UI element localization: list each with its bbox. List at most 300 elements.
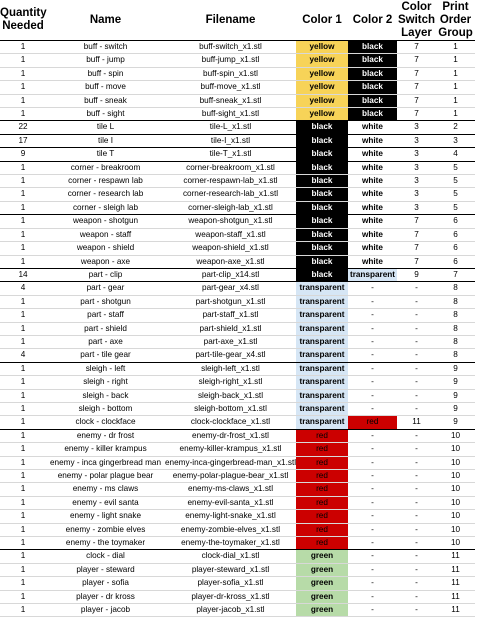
quantity-cell: 1 bbox=[0, 577, 46, 590]
color-2-cell: - bbox=[348, 349, 397, 362]
color-switch-layer-cell: 7 bbox=[397, 67, 436, 80]
name-cell: tile I bbox=[46, 134, 165, 147]
name-cell: corner - sleigh lab bbox=[46, 201, 165, 214]
color-2-cell: - bbox=[348, 389, 397, 402]
filename-cell: buff-move_x1.stl bbox=[165, 81, 296, 94]
filename-cell: tile-I_x1.stl bbox=[165, 134, 296, 147]
filename-cell: part-clip_x14.stl bbox=[165, 268, 296, 281]
color-switch-layer-cell: - bbox=[397, 322, 436, 335]
filename-cell: part-shield_x1.stl bbox=[165, 322, 296, 335]
color-2-cell: - bbox=[348, 470, 397, 483]
print-order-group-cell: 10 bbox=[436, 456, 475, 469]
print-order-group-cell: 10 bbox=[436, 496, 475, 509]
table-row bbox=[0, 295, 475, 308]
filename-cell: player-jacob_x1.stl bbox=[165, 604, 296, 617]
name-cell: sleigh - right bbox=[46, 376, 165, 389]
name-cell: corner - breakroom bbox=[46, 161, 165, 174]
color-1-cell: yellow bbox=[296, 108, 348, 121]
color-switch-layer-cell: - bbox=[397, 456, 436, 469]
table-body bbox=[0, 41, 475, 617]
color-2-cell: - bbox=[348, 335, 397, 348]
color-2-cell: - bbox=[348, 295, 397, 308]
name-cell: player - steward bbox=[46, 563, 165, 576]
header-filename: Filename bbox=[165, 0, 296, 41]
name-cell: corner - research lab bbox=[46, 188, 165, 201]
filename-cell: part-gear_x4.stl bbox=[165, 282, 296, 295]
color-1-cell: red bbox=[296, 537, 348, 550]
color-2-cell: - bbox=[348, 550, 397, 563]
header-color-2: Color 2 bbox=[348, 0, 397, 41]
quantity-cell: 1 bbox=[0, 416, 46, 429]
table-row bbox=[0, 376, 475, 389]
color-1-cell: red bbox=[296, 483, 348, 496]
table-row bbox=[0, 523, 475, 536]
color-switch-layer-cell: 7 bbox=[397, 242, 436, 255]
color-switch-layer-cell: - bbox=[397, 470, 436, 483]
name-cell: part - axe bbox=[46, 335, 165, 348]
print-order-group-cell: 10 bbox=[436, 429, 475, 442]
print-order-group-cell: 11 bbox=[436, 604, 475, 617]
color-1-cell: red bbox=[296, 496, 348, 509]
table-row bbox=[0, 215, 475, 228]
quantity-cell: 1 bbox=[0, 483, 46, 496]
name-cell: enemy - evil santa bbox=[46, 496, 165, 509]
color-switch-layer-cell: 7 bbox=[397, 54, 436, 67]
color-switch-layer-cell: - bbox=[397, 537, 436, 550]
color-1-cell: black bbox=[296, 148, 348, 161]
color-switch-layer-cell: 7 bbox=[397, 255, 436, 268]
name-cell: sleigh - back bbox=[46, 389, 165, 402]
table-row bbox=[0, 402, 475, 415]
color-switch-layer-cell: - bbox=[397, 604, 436, 617]
color-2-cell: white bbox=[348, 148, 397, 161]
color-1-cell: transparent bbox=[296, 282, 348, 295]
name-cell: weapon - axe bbox=[46, 255, 165, 268]
name-cell: buff - switch bbox=[46, 41, 165, 54]
color-2-cell: white bbox=[348, 188, 397, 201]
color-switch-layer-cell: - bbox=[397, 429, 436, 442]
header-color-switch-layer: Color Switch Layer bbox=[397, 0, 436, 39]
header-print-order-group: Print Order Group bbox=[436, 0, 475, 41]
color-2-cell: - bbox=[348, 456, 397, 469]
color-switch-layer-cell: - bbox=[397, 282, 436, 295]
color-2-cell: white bbox=[348, 242, 397, 255]
table-row bbox=[0, 483, 475, 496]
quantity-cell: 1 bbox=[0, 470, 46, 483]
color-switch-layer-cell: - bbox=[397, 523, 436, 536]
color-1-cell: black bbox=[296, 201, 348, 214]
print-order-group-cell: 4 bbox=[436, 148, 475, 161]
table-row bbox=[0, 161, 475, 174]
header-quantity-needed: Quantity Needed bbox=[0, 0, 46, 41]
color-switch-layer-cell: 3 bbox=[397, 175, 436, 188]
name-cell: buff - spin bbox=[46, 67, 165, 80]
quantity-cell: 17 bbox=[0, 134, 46, 147]
color-switch-layer-cell: 3 bbox=[397, 121, 436, 134]
filename-cell: clock-clockface_x1.stl bbox=[165, 416, 296, 429]
quantity-cell: 1 bbox=[0, 456, 46, 469]
color-switch-layer-cell: 3 bbox=[397, 188, 436, 201]
header-color-1: Color 1 bbox=[296, 0, 348, 41]
color-switch-layer-cell: - bbox=[397, 577, 436, 590]
filename-cell: corner-sleigh-lab_x1.stl bbox=[165, 201, 296, 214]
color-switch-layer-cell: - bbox=[397, 443, 436, 456]
filename-cell: enemy-inca-gingerbread-man_x1.stl bbox=[165, 456, 296, 469]
table-row bbox=[0, 577, 475, 590]
print-order-group-cell: 11 bbox=[436, 563, 475, 576]
color-2-cell: white bbox=[348, 215, 397, 228]
filename-cell: part-tile-gear_x4.stl bbox=[165, 349, 296, 362]
quantity-cell: 1 bbox=[0, 161, 46, 174]
print-order-group-cell: 8 bbox=[436, 322, 475, 335]
table-row bbox=[0, 268, 475, 281]
color-switch-layer-cell: - bbox=[397, 309, 436, 322]
color-1-cell: green bbox=[296, 550, 348, 563]
filename-cell: player-steward_x1.stl bbox=[165, 563, 296, 576]
print-order-group-cell: 9 bbox=[436, 389, 475, 402]
color-2-cell: red bbox=[348, 416, 397, 429]
filename-cell: enemy-zombie-elves_x1.stl bbox=[165, 523, 296, 536]
quantity-cell: 1 bbox=[0, 322, 46, 335]
print-order-group-cell: 11 bbox=[436, 550, 475, 563]
color-1-cell: black bbox=[296, 268, 348, 281]
color-2-cell: - bbox=[348, 429, 397, 442]
color-switch-layer-cell: - bbox=[397, 389, 436, 402]
table-row bbox=[0, 175, 475, 188]
table-row bbox=[0, 416, 475, 429]
print-order-group-cell: 7 bbox=[436, 268, 475, 281]
print-order-group-cell: 8 bbox=[436, 282, 475, 295]
print-order-group-cell: 8 bbox=[436, 335, 475, 348]
print-order-group-cell: 6 bbox=[436, 255, 475, 268]
quantity-cell: 1 bbox=[0, 537, 46, 550]
name-cell: tile T bbox=[46, 148, 165, 161]
color-switch-layer-cell: 3 bbox=[397, 201, 436, 214]
print-order-group-cell: 9 bbox=[436, 376, 475, 389]
color-2-cell: - bbox=[348, 496, 397, 509]
color-switch-layer-cell: - bbox=[397, 376, 436, 389]
color-2-cell: - bbox=[348, 563, 397, 576]
filename-cell: enemy-evil-santa_x1.stl bbox=[165, 496, 296, 509]
color-1-cell: transparent bbox=[296, 335, 348, 348]
color-switch-layer-cell: 11 bbox=[397, 416, 436, 429]
print-order-group-cell: 6 bbox=[436, 215, 475, 228]
name-cell: buff - sneak bbox=[46, 94, 165, 107]
table-row bbox=[0, 255, 475, 268]
color-1-cell: transparent bbox=[296, 295, 348, 308]
print-order-group-cell: 5 bbox=[436, 175, 475, 188]
color-switch-layer-cell: - bbox=[397, 349, 436, 362]
color-1-cell: red bbox=[296, 456, 348, 469]
table-row bbox=[0, 81, 475, 94]
table-row bbox=[0, 496, 475, 509]
header-name: Name bbox=[46, 0, 165, 41]
print-order-group-cell: 6 bbox=[436, 242, 475, 255]
filename-cell: corner-breakroom_x1.stl bbox=[165, 161, 296, 174]
filename-cell: buff-jump_x1.stl bbox=[165, 54, 296, 67]
print-order-group-cell: 1 bbox=[436, 94, 475, 107]
color-1-cell: black bbox=[296, 134, 348, 147]
table-row bbox=[0, 563, 475, 576]
print-order-group-cell: 11 bbox=[436, 577, 475, 590]
table-row bbox=[0, 510, 475, 523]
print-order-group-cell: 1 bbox=[436, 108, 475, 121]
quantity-cell: 1 bbox=[0, 563, 46, 576]
color-2-cell: - bbox=[348, 362, 397, 375]
print-order-group-cell: 9 bbox=[436, 416, 475, 429]
print-order-group-cell: 10 bbox=[436, 537, 475, 550]
name-cell: part - shield bbox=[46, 322, 165, 335]
name-cell: buff - move bbox=[46, 81, 165, 94]
color-1-cell: red bbox=[296, 470, 348, 483]
name-cell: enemy - zombie elves bbox=[46, 523, 165, 536]
color-switch-layer-cell: 7 bbox=[397, 94, 436, 107]
filename-cell: weapon-shield_x1.stl bbox=[165, 242, 296, 255]
color-switch-layer-cell: - bbox=[397, 496, 436, 509]
color-2-cell: black bbox=[348, 67, 397, 80]
quantity-cell: 1 bbox=[0, 376, 46, 389]
quantity-cell: 4 bbox=[0, 282, 46, 295]
quantity-cell: 1 bbox=[0, 54, 46, 67]
color-1-cell: black bbox=[296, 161, 348, 174]
filename-cell: player-sofia_x1.stl bbox=[165, 577, 296, 590]
quantity-cell: 1 bbox=[0, 242, 46, 255]
filename-cell: player-dr-kross_x1.stl bbox=[165, 590, 296, 603]
table-row bbox=[0, 94, 475, 107]
color-1-cell: black bbox=[296, 121, 348, 134]
print-order-group-cell: 9 bbox=[436, 362, 475, 375]
print-order-group-cell: 1 bbox=[436, 41, 475, 54]
name-cell: enemy - dr frost bbox=[46, 429, 165, 442]
name-cell: player - jacob bbox=[46, 604, 165, 617]
color-1-cell: transparent bbox=[296, 349, 348, 362]
table-row bbox=[0, 470, 475, 483]
name-cell: sleigh - bottom bbox=[46, 402, 165, 415]
color-switch-layer-cell: - bbox=[397, 590, 436, 603]
quantity-cell: 1 bbox=[0, 41, 46, 54]
color-2-cell: - bbox=[348, 376, 397, 389]
color-2-cell: - bbox=[348, 322, 397, 335]
color-switch-layer-cell: 3 bbox=[397, 148, 436, 161]
quantity-cell: 1 bbox=[0, 215, 46, 228]
color-1-cell: black bbox=[296, 255, 348, 268]
filename-cell: enemy-ms-claws_x1.stl bbox=[165, 483, 296, 496]
print-order-group-cell: 8 bbox=[436, 349, 475, 362]
color-switch-layer-cell: 7 bbox=[397, 228, 436, 241]
name-cell: tile L bbox=[46, 121, 165, 134]
color-1-cell: black bbox=[296, 188, 348, 201]
table-row bbox=[0, 537, 475, 550]
quantity-cell: 1 bbox=[0, 335, 46, 348]
color-2-cell: - bbox=[348, 309, 397, 322]
color-2-cell: black bbox=[348, 54, 397, 67]
color-switch-layer-cell: 3 bbox=[397, 161, 436, 174]
filename-cell: weapon-shotgun_x1.stl bbox=[165, 215, 296, 228]
table-row bbox=[0, 282, 475, 295]
color-2-cell: - bbox=[348, 523, 397, 536]
print-order-group-cell: 9 bbox=[436, 402, 475, 415]
name-cell: enemy - killer krampus bbox=[46, 443, 165, 456]
color-1-cell: yellow bbox=[296, 81, 348, 94]
table-row bbox=[0, 456, 475, 469]
color-2-cell: white bbox=[348, 228, 397, 241]
filename-cell: enemy-polar-plague-bear_x1.stl bbox=[165, 470, 296, 483]
filename-cell: sleigh-bottom_x1.stl bbox=[165, 402, 296, 415]
color-switch-layer-cell: - bbox=[397, 550, 436, 563]
print-order-group-cell: 6 bbox=[436, 228, 475, 241]
quantity-cell: 1 bbox=[0, 496, 46, 509]
name-cell: corner - respawn lab bbox=[46, 175, 165, 188]
color-switch-layer-cell: - bbox=[397, 402, 436, 415]
table-row bbox=[0, 429, 475, 442]
color-2-cell: transparent bbox=[348, 268, 397, 281]
table-row bbox=[0, 335, 475, 348]
filename-cell: tile-T_x1.stl bbox=[165, 148, 296, 161]
table-row bbox=[0, 54, 475, 67]
color-1-cell: red bbox=[296, 429, 348, 442]
color-switch-layer-cell: - bbox=[397, 483, 436, 496]
color-1-cell: yellow bbox=[296, 94, 348, 107]
color-1-cell: black bbox=[296, 215, 348, 228]
color-1-cell: transparent bbox=[296, 322, 348, 335]
table-row bbox=[0, 389, 475, 402]
table-row bbox=[0, 108, 475, 121]
print-order-group-cell: 8 bbox=[436, 309, 475, 322]
color-1-cell: transparent bbox=[296, 309, 348, 322]
color-1-cell: green bbox=[296, 590, 348, 603]
name-cell: clock - clockface bbox=[46, 416, 165, 429]
print-order-group-cell: 10 bbox=[436, 510, 475, 523]
color-2-cell: - bbox=[348, 510, 397, 523]
name-cell: enemy - light snake bbox=[46, 510, 165, 523]
print-order-group-cell: 1 bbox=[436, 81, 475, 94]
color-switch-layer-cell: 3 bbox=[397, 134, 436, 147]
color-2-cell: - bbox=[348, 537, 397, 550]
color-2-cell: black bbox=[348, 108, 397, 121]
table-row bbox=[0, 201, 475, 214]
color-1-cell: black bbox=[296, 242, 348, 255]
print-order-group-cell: 10 bbox=[436, 470, 475, 483]
filename-cell: buff-sight_x1.stl bbox=[165, 108, 296, 121]
table-row bbox=[0, 550, 475, 563]
filename-cell: sleigh-right_x1.stl bbox=[165, 376, 296, 389]
table-row bbox=[0, 41, 475, 54]
quantity-cell: 1 bbox=[0, 443, 46, 456]
name-cell: player - sofia bbox=[46, 577, 165, 590]
color-switch-layer-cell: 7 bbox=[397, 215, 436, 228]
color-2-cell: black bbox=[348, 94, 397, 107]
print-order-group-cell: 8 bbox=[436, 295, 475, 308]
color-1-cell: green bbox=[296, 577, 348, 590]
table-row bbox=[0, 148, 475, 161]
table-row bbox=[0, 590, 475, 603]
print-order-group-cell: 1 bbox=[436, 67, 475, 80]
color-1-cell: red bbox=[296, 510, 348, 523]
table-row bbox=[0, 67, 475, 80]
filename-cell: buff-spin_x1.stl bbox=[165, 67, 296, 80]
quantity-cell: 1 bbox=[0, 429, 46, 442]
color-1-cell: yellow bbox=[296, 54, 348, 67]
color-1-cell: black bbox=[296, 228, 348, 241]
color-switch-layer-cell: - bbox=[397, 295, 436, 308]
quantity-cell: 1 bbox=[0, 590, 46, 603]
quantity-cell: 1 bbox=[0, 94, 46, 107]
color-2-cell: black bbox=[348, 81, 397, 94]
color-1-cell: black bbox=[296, 175, 348, 188]
name-cell: player - dr kross bbox=[46, 590, 165, 603]
table-row bbox=[0, 349, 475, 362]
color-1-cell: yellow bbox=[296, 41, 348, 54]
name-cell: part - tile gear bbox=[46, 349, 165, 362]
color-switch-layer-cell: 7 bbox=[397, 108, 436, 121]
filename-cell: part-axe_x1.stl bbox=[165, 335, 296, 348]
quantity-cell: 1 bbox=[0, 402, 46, 415]
table-row bbox=[0, 121, 475, 134]
color-1-cell: transparent bbox=[296, 416, 348, 429]
quantity-cell: 1 bbox=[0, 81, 46, 94]
table-row bbox=[0, 309, 475, 322]
name-cell: clock - dial bbox=[46, 550, 165, 563]
filename-cell: clock-dial_x1.stl bbox=[165, 550, 296, 563]
color-2-cell: - bbox=[348, 604, 397, 617]
quantity-cell: 1 bbox=[0, 523, 46, 536]
print-order-group-cell: 1 bbox=[436, 54, 475, 67]
print-order-group-cell: 10 bbox=[436, 443, 475, 456]
quantity-cell: 1 bbox=[0, 175, 46, 188]
color-switch-layer-cell: - bbox=[397, 362, 436, 375]
table-row bbox=[0, 604, 475, 617]
filename-cell: part-shotgun_x1.stl bbox=[165, 295, 296, 308]
filename-cell: sleigh-left_x1.stl bbox=[165, 362, 296, 375]
name-cell: part - clip bbox=[46, 268, 165, 281]
quantity-cell: 1 bbox=[0, 255, 46, 268]
name-cell: enemy - ms claws bbox=[46, 483, 165, 496]
filename-cell: buff-switch_x1.stl bbox=[165, 41, 296, 54]
filename-cell: corner-research-lab_x1.stl bbox=[165, 188, 296, 201]
quantity-cell: 1 bbox=[0, 510, 46, 523]
name-cell: enemy - polar plague bear bbox=[46, 470, 165, 483]
quantity-cell: 1 bbox=[0, 67, 46, 80]
color-switch-layer-cell: - bbox=[397, 335, 436, 348]
filename-cell: enemy-killer-krampus_x1.stl bbox=[165, 443, 296, 456]
color-switch-layer-cell: 9 bbox=[397, 268, 436, 281]
print-order-group-cell: 10 bbox=[436, 483, 475, 496]
table-row bbox=[0, 134, 475, 147]
color-1-cell: transparent bbox=[296, 376, 348, 389]
color-2-cell: black bbox=[348, 41, 397, 54]
name-cell: weapon - staff bbox=[46, 228, 165, 241]
filename-cell: weapon-axe_x1.stl bbox=[165, 255, 296, 268]
color-1-cell: yellow bbox=[296, 67, 348, 80]
filename-cell: part-staff_x1.stl bbox=[165, 309, 296, 322]
quantity-cell: 4 bbox=[0, 349, 46, 362]
table-row bbox=[0, 362, 475, 375]
table-row bbox=[0, 443, 475, 456]
color-2-cell: white bbox=[348, 161, 397, 174]
color-switch-layer-cell: 7 bbox=[397, 41, 436, 54]
print-order-group-cell: 5 bbox=[436, 201, 475, 214]
color-2-cell: white bbox=[348, 175, 397, 188]
name-cell: enemy - inca gingerbread man bbox=[46, 456, 165, 469]
color-1-cell: transparent bbox=[296, 402, 348, 415]
filename-cell: sleigh-back_x1.stl bbox=[165, 389, 296, 402]
color-2-cell: - bbox=[348, 282, 397, 295]
quantity-cell: 14 bbox=[0, 268, 46, 281]
color-2-cell: white bbox=[348, 121, 397, 134]
print-order-group-cell: 3 bbox=[436, 134, 475, 147]
table-row bbox=[0, 322, 475, 335]
table-row bbox=[0, 228, 475, 241]
